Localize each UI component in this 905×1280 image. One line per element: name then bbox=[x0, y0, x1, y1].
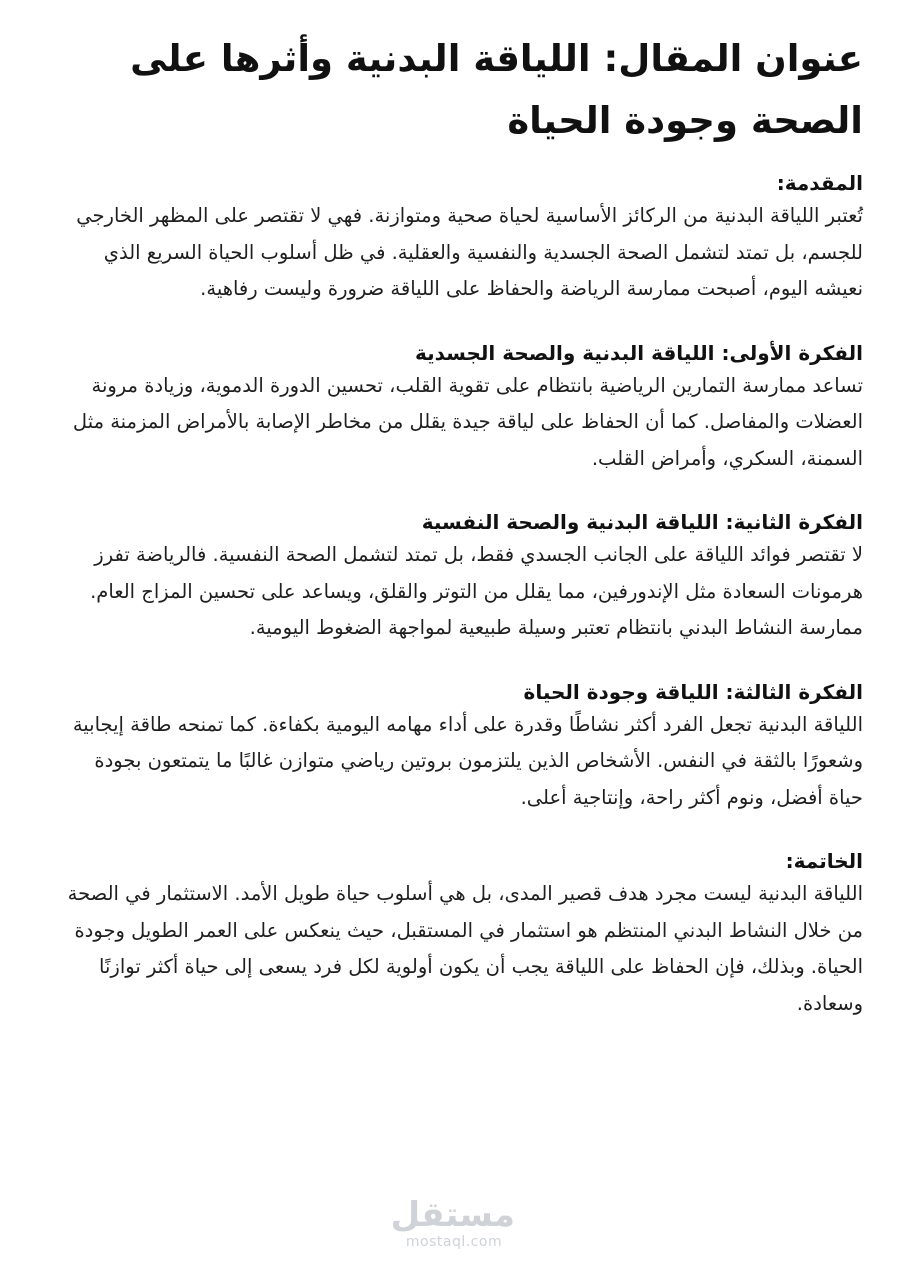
section-spacer bbox=[66, 647, 863, 677]
section-introduction bbox=[66, 168, 863, 308]
section-idea-three bbox=[66, 677, 863, 817]
section-paragraph: اللياقة البدنية تجعل الفرد أكثر نشاطًا وقدرة على أداء مهامه اليومية بكفاءة. كما تمنحه طاقة إيجابية وشعورًا بالثقة في النفس. الأشخاص الذين يلتزمون بروتين رياضي متوازن غالبًا ما يتمتعون بجودة حياة أفضل، ونوم أكثر راحة، وإنتاجية أعلى. bbox=[72, 712, 863, 809]
mostaql-watermark bbox=[390, 1195, 515, 1250]
section-heading: الخاتمة: bbox=[785, 849, 863, 873]
section-paragraph: اللياقة البدنية ليست مجرد هدف قصير المدى، بل هي أسلوب حياة طويل الأمد. الاستثمار في الصحة من خلال النشاط البدني المنتظم هو استثمار في المستقبل، حيث ينعكس على العمر الطويل وجودة الحياة. وبذلك، فإن الحفاظ على اللياقة يجب أن يكون أولوية لكل فرد يسعى إلى حياة أكثر توازنًا وسعادة. bbox=[67, 882, 863, 1015]
section-paragraph: تساعد ممارسة التمارين الرياضية بانتظام على تقوية القلب، تحسين الدورة الدموية، وزيادة مرونة العضلات والمفاصل. كما أن الحفاظ على لياقة جيدة يقلل من مخاطر الإصابة بالأمراض المزمنة مثل السمنة، السكري، وأمراض القلب. bbox=[72, 373, 863, 470]
section-spacer bbox=[66, 308, 863, 338]
section-spacer bbox=[66, 477, 863, 507]
section-paragraph: لا تقتصر فوائد اللياقة على الجانب الجسدي فقط، بل تمتد لتشمل الصحة النفسية. فالرياضة تفرز هرمونات السعادة مثل الإندورفين، مما يقلل من التوتر والقلق، ويساعد على تحسين المزاج العام. ممارسة النشاط البدني بانتظام تعتبر وسيلة طبيعية لمواجهة الضغوط اليومية. bbox=[90, 543, 863, 639]
section-idea-two bbox=[66, 507, 863, 647]
section-heading: الفكرة الثالثة: اللياقة وجودة الحياة bbox=[523, 679, 863, 704]
section-idea-one bbox=[66, 338, 863, 478]
section-heading: الفكرة الثانية: اللياقة البدنية والصحة النفسية bbox=[421, 510, 863, 534]
article-title: عنوان المقال: اللياقة البدنية وأثرها على الصحة وجودة الحياة bbox=[130, 37, 863, 142]
section-paragraph: تُعتبر اللياقة البدنية من الركائز الأساسية لحياة صحية ومتوازنة. فهي لا تقتصر على المظهر الخارجي للجسم، بل تمتد لتشمل الصحة الجسدية والنفسية والعقلية. في ظل أسلوب الحياة السريع الذي نعيشه اليوم، أصبحت ممارسة الرياضة والحفاظ على اللياقة ضرورة وليست رفاهية. bbox=[76, 204, 863, 300]
section-heading: المقدمة: bbox=[776, 171, 863, 195]
section-conclusion bbox=[66, 846, 863, 1022]
watermark-logo: مستقل bbox=[390, 1195, 515, 1235]
section-heading: الفكرة الأولى: اللياقة البدنية والصحة الجسدية bbox=[414, 340, 863, 365]
section-spacer bbox=[66, 816, 863, 846]
watermark-url: mostaql.com bbox=[405, 1234, 503, 1250]
